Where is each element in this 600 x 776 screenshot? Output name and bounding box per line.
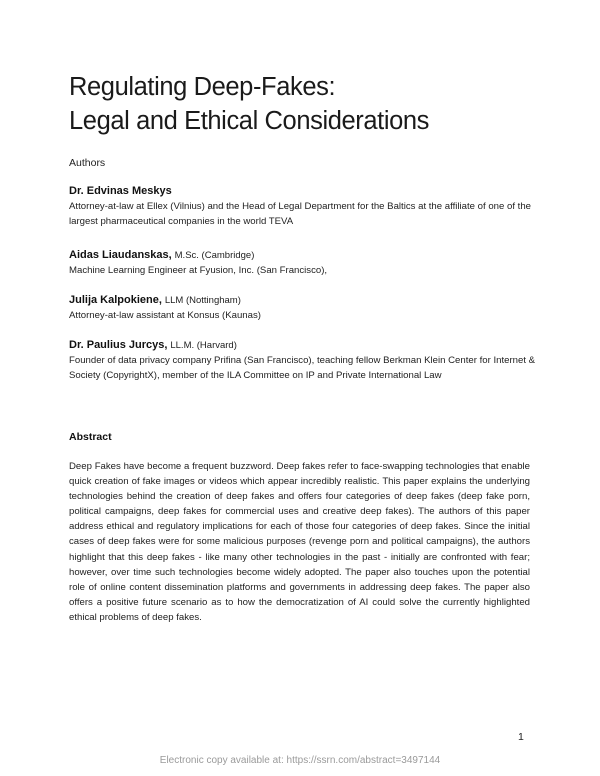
ssrn-footer-link[interactable]: Electronic copy available at: https://ssrn.com/abstract=3497144 (159, 755, 441, 766)
author-name-line (69, 338, 539, 353)
author-name-line (69, 184, 539, 199)
author-block (69, 248, 539, 278)
author-block (69, 184, 539, 229)
author-name: Julija Kalpokiene, (69, 294, 162, 306)
author-name-line (69, 248, 539, 263)
author-affiliation: Attorney-at-law assistant at Konsus (Kaunas) (69, 310, 261, 321)
author-name: Aidas Liaudanskas, (69, 249, 172, 261)
authors-heading: Authors (69, 157, 106, 169)
author-name-line (69, 293, 539, 308)
author-affiliation: Founder of data privacy company Prifina (San Francisco), teaching fellow Berkman Klein Center for Internet & Society (CopyrightX), member of the ILA Committee on IP and Private International Law (69, 355, 536, 381)
page-number: 1 (518, 731, 524, 743)
author-affiliation: Attorney-at-law at Ellex (Vilnius) and the Head of Legal Department for the Baltics at the affiliate of one of the largest pharmaceutical companies in the world TEVA (69, 201, 532, 227)
author-degree: LLM (Nottingham) (164, 295, 241, 306)
title-line-2: Legal and Ethical Considerations (69, 107, 430, 135)
paper-title (69, 70, 539, 138)
author-block (69, 338, 539, 383)
author-name: Dr. Paulius Jurcys, (69, 339, 168, 351)
abstract-heading: Abstract (69, 431, 112, 443)
author-affiliation: Machine Learning Engineer at Fyusion, Inc. (San Francisco), (69, 265, 328, 276)
title-line-1: Regulating Deep-Fakes: (69, 73, 336, 101)
author-block (69, 293, 539, 323)
author-name: Dr. Edvinas Meskys (69, 185, 172, 197)
abstract-body: Deep Fakes have become a frequent buzzword. Deep fakes refer to face-swapping technologies that enable quick creation of fake images or videos which appear incredibly realistic. This paper explains the underlying technologies behind the creation of deep fakes and offers four categories of deep fakes (deep fake porn, political campaigns, deep fakes for commercial uses and creative deep fakes). The authors of this paper address ethical and regulatory implications for each of those four categories of deep fakes. Since the initial cases of deep fakes were for some malicious purposes (revenge porn and political campaigns), the authors highlight that this deep fakes - like many other technologies in the past - initially are confronted with fear; however, over time such technologies become widely adopted. The paper also touches upon the potential role of online content dissemination platforms and governments in addressing deep fakes. The paper also offers a positive future scenario as to how the democratization of AI could solve the currently highlighted ethical problems of deep fakes. (69, 461, 530, 623)
author-degree: LL.M. (Harvard) (170, 340, 237, 351)
author-degree: M.Sc. (Cambridge) (174, 250, 255, 261)
